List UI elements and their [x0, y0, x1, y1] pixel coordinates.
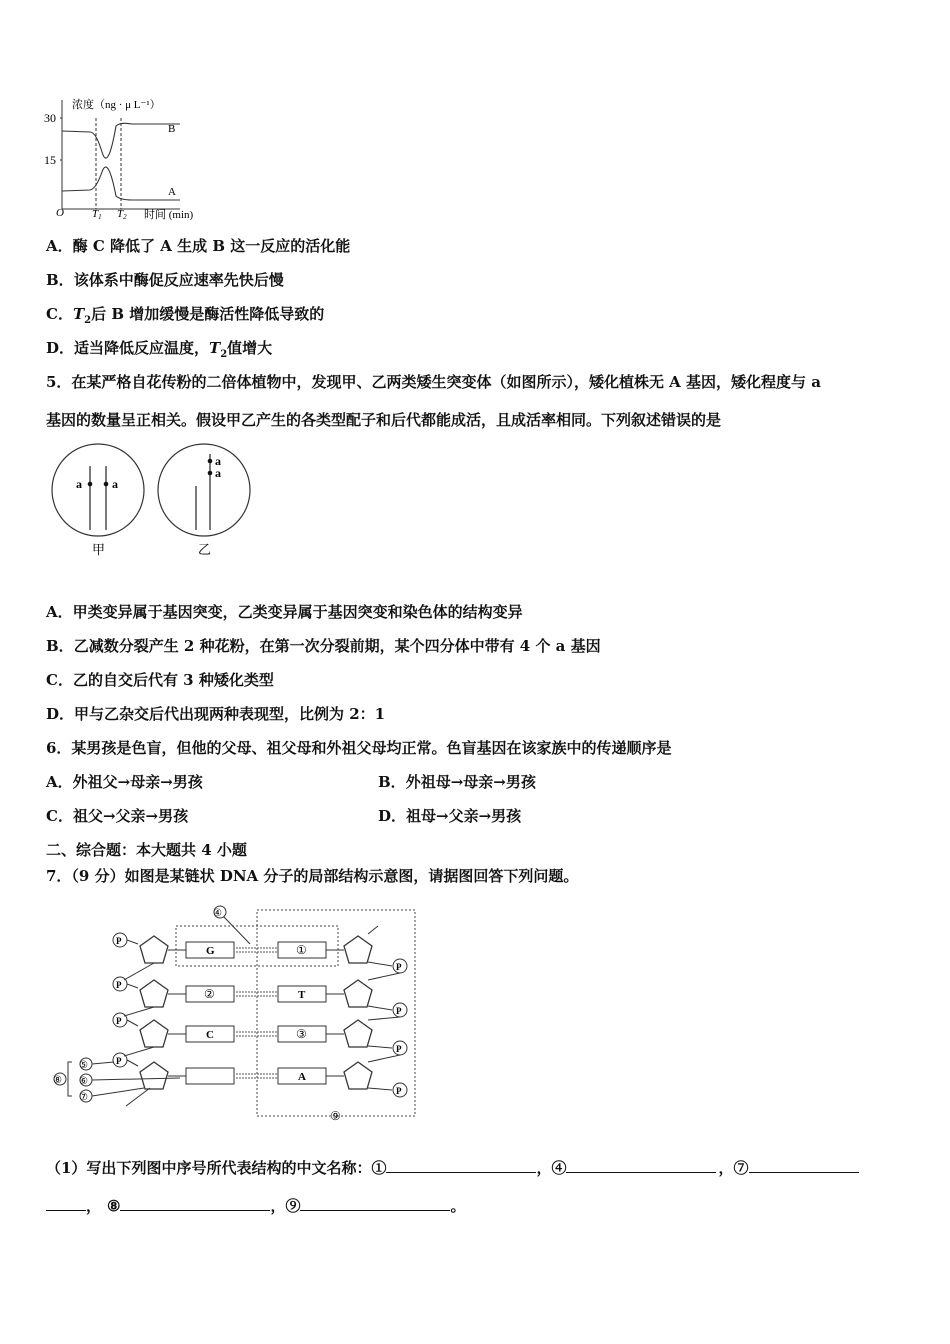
svg-text:G: G — [206, 945, 215, 957]
marker-9: ⑨ — [330, 1109, 341, 1123]
t1-label: T — [92, 208, 99, 220]
marker-4: ④ — [213, 908, 222, 919]
cell-jia — [52, 444, 144, 536]
concentration-time-chart — [40, 92, 230, 227]
y-tick-30: 30 — [44, 111, 56, 125]
svg-text:P: P — [116, 1016, 122, 1026]
jia-label: 甲 — [92, 542, 106, 557]
cell-yi — [158, 444, 250, 536]
dna-structure-figure — [50, 896, 430, 1124]
q5-option-c: C．乙的自交后代有 3 种矮化类型 — [46, 671, 274, 689]
svg-text:T1: T1 — [92, 208, 102, 221]
curve-label-a: A — [168, 186, 176, 198]
marker-7: ⑦ — [79, 1092, 88, 1103]
svg-text:A: A — [298, 1071, 306, 1083]
svg-text:T: T — [298, 989, 306, 1001]
yi-label: 乙 — [198, 542, 212, 557]
svg-text:P: P — [116, 936, 122, 946]
q6-option-a: A．外祖父→母亲→男孩 — [46, 773, 203, 791]
svg-text:P: P — [396, 1044, 402, 1054]
q4-option-c: C．$T_2$后 B 增加缓慢是酶活性降低导致的 — [46, 305, 325, 326]
chromosome-figure — [48, 442, 258, 560]
q6-stem: 6．某男孩是色盲，但他的父母、祖父母和外祖父母均正常。色盲基因在该家族中的传递顺序是 — [46, 739, 672, 757]
chart-ylabel: 浓度（ng · μ L⁻¹） — [72, 99, 161, 111]
svg-text:P: P — [396, 1006, 402, 1016]
q5-option-a: A．甲类变异属于基因突变，乙类变异属于基因突变和染色体的结构变异 — [46, 603, 523, 621]
marker-8: ⑧ — [53, 1075, 62, 1086]
svg-text:P: P — [396, 962, 402, 972]
yi-gene-2: a — [215, 466, 221, 480]
section2-title: 二、综合题：本大题共 4 小题 — [46, 841, 247, 859]
origin-label: O — [56, 207, 64, 219]
jia-gene-1: a — [76, 477, 82, 491]
y-tick-15: 15 — [44, 153, 56, 167]
q7-sub1-line2: ， ⑧ ，⑨ 。 — [46, 1196, 466, 1216]
svg-text:P: P — [116, 1056, 122, 1066]
q7-sub1-line1: （1）写出下列图中序号所代表结构的中文名称：① ，④ ，⑦ — [46, 1158, 859, 1178]
answer-blank-8[interactable] — [120, 1196, 270, 1211]
q5-option-d: D．甲与乙杂交后代出现两种表现型，比例为 2：1 — [46, 705, 386, 723]
svg-text:②: ② — [204, 987, 215, 1001]
svg-text:C: C — [206, 1029, 214, 1041]
q4-option-d: D．适当降低反应温度，$T_2$值增大 — [46, 339, 273, 360]
q5-option-b: B．乙减数分裂产生 2 种花粉，在第一次分裂前期，某个四分体中带有 4 个 a 基因 — [46, 637, 601, 655]
q4-option-b: B．该体系中酶促反应速率先快后慢 — [46, 271, 284, 289]
curve-label-b: B — [168, 123, 176, 135]
q7-stem: 7．（9 分）如图是某链状 DNA 分子的局部结构示意图，请据图回答下列问题。 — [46, 867, 579, 885]
q4-option-a: A．酶 C 降低了 A 生成 B 这一反应的活化能 — [46, 237, 351, 255]
marker-5: ⑤ — [79, 1060, 88, 1071]
marker-6: ⑥ — [79, 1076, 88, 1087]
answer-blank-7a[interactable] — [749, 1158, 859, 1173]
q5-stem-line1: 5．在某严格自花传粉的二倍体植物中，发现甲、乙两类矮生突变体（如图所示），矮化植株无 A 基因，矮化程度与 a — [46, 373, 821, 391]
svg-text:③: ③ — [296, 1027, 307, 1041]
svg-text:P: P — [116, 980, 122, 990]
yi-gene-1: a — [215, 454, 221, 468]
svg-text:T2: T2 — [117, 208, 127, 221]
q6-option-c: C．祖父→父亲→男孩 — [46, 807, 189, 825]
q5-stem-line2: 基因的数量呈正相关。假设甲乙产生的各类型配子和后代都能成活，且成活率相同。下列叙述错误的是 — [46, 411, 722, 429]
chart-xlabel: 时间 (min) — [144, 209, 194, 221]
q6-option-d: D．祖母→父亲→男孩 — [378, 807, 522, 825]
svg-text:①: ① — [296, 943, 307, 957]
jia-gene-2: a — [112, 477, 118, 491]
t2-label: T — [117, 208, 124, 220]
answer-blank-1[interactable] — [386, 1158, 536, 1173]
answer-blank-7b[interactable] — [46, 1196, 86, 1211]
q6-option-b: B．外祖母→母亲→男孩 — [378, 773, 536, 791]
strand-box-9 — [257, 910, 415, 1116]
answer-blank-9[interactable] — [300, 1196, 450, 1211]
svg-text:P: P — [396, 1086, 402, 1096]
answer-blank-4[interactable] — [566, 1158, 716, 1173]
